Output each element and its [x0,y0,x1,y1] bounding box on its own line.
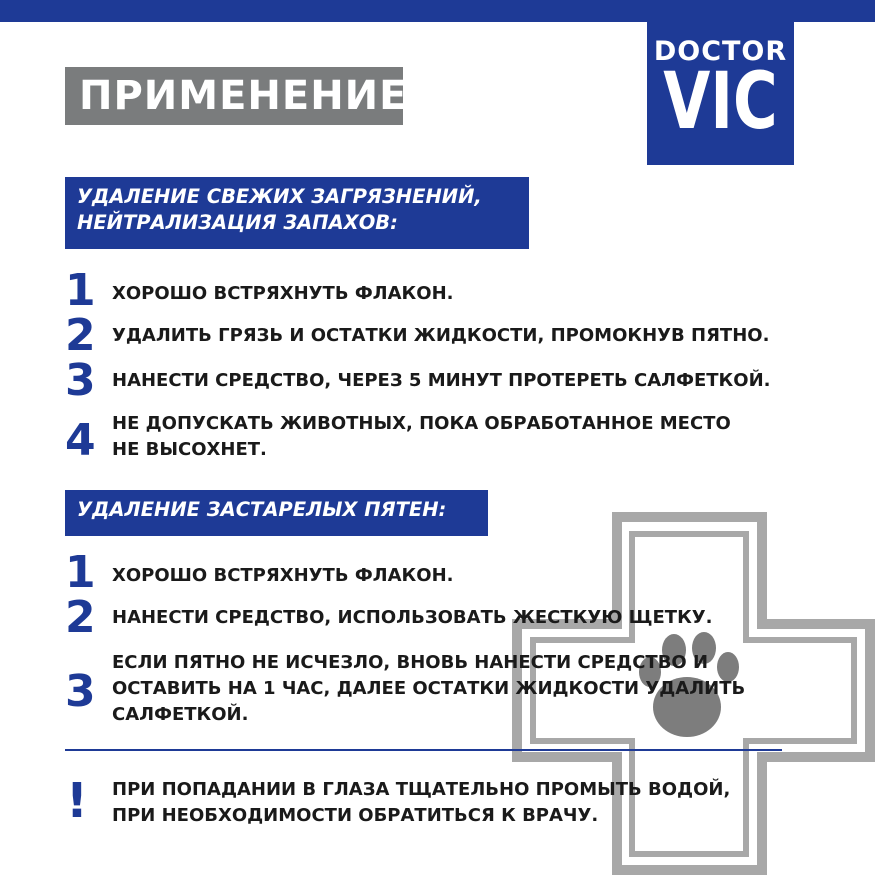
step-text [112,563,812,589]
warning-icon: ! [66,773,88,829]
step-line: УДАЛИТЬ ГРЯЗЬ И ОСТАТКИ ЖИДКОСТИ, ПРОМОКНУВ ПЯТНО. [112,325,770,346]
step-text [112,411,812,463]
step-line: ХОРОШО ВСТРЯХНУТЬ ФЛАКОН. [112,565,454,586]
brand-logo [647,22,794,165]
step-line: САЛФЕТКОЙ. [112,704,249,725]
warning-line: ПРИ ПОПАДАНИИ В ГЛАЗА ТЩАТЕЛЬНО ПРОМЫТЬ ВОДОЙ, [112,779,731,800]
section-header-line: УДАЛЕНИЕ СВЕЖИХ ЗАГРЯЗНЕНИЙ, [77,185,482,208]
step-text [112,323,812,349]
step-line: НАНЕСТИ СРЕДСТВО, ЧЕРЕЗ 5 МИНУТ ПРОТЕРЕТЬ САЛФЕТКОЙ. [112,370,771,391]
step-line: ОСТАВИТЬ НА 1 ЧАС, ДАЛЕЕ ОСТАТКИ ЖИДКОСТИ УДАЛИТЬ [112,678,746,699]
section-header-old-stains [65,490,488,536]
step-text [112,650,812,728]
step-line: ХОРОШО ВСТРЯХНУТЬ ФЛАКОН. [112,283,454,304]
step-number: 2 [65,310,96,361]
warning-text [112,777,812,829]
step-line: НАНЕСТИ СРЕДСТВО, ИСПОЛЬЗОВАТЬ ЖЕСТКУЮ ЩЕТКУ. [112,607,713,628]
step-text [112,368,812,394]
warning-line: ПРИ НЕОБХОДИМОСТИ ОБРАТИТЬСЯ К ВРАЧУ. [112,805,599,826]
step-text [112,605,812,631]
step-number: 1 [65,265,96,316]
section-header-line: НЕЙТРАЛИЗАЦИЯ ЗАПАХОВ: [77,211,398,234]
step-number: 2 [65,592,96,643]
divider [65,749,782,751]
section-header-line: УДАЛЕНИЕ ЗАСТАРЕЛЫХ ПЯТЕН: [77,498,447,521]
step-number: 4 [65,415,96,466]
page-title: ПРИМЕНЕНИЕ: [65,67,403,125]
step-line: ЕСЛИ ПЯТНО НЕ ИСЧЕЗЛО, ВНОВЬ НАНЕСТИ СРЕДСТВО И [112,652,709,673]
step-line: НЕ ДОПУСКАТЬ ЖИВОТНЫХ, ПОКА ОБРАБОТАННОЕ МЕСТО [112,413,731,434]
step-line: НЕ ВЫСОХНЕТ. [112,439,267,460]
section-header-fresh-stains [65,177,529,249]
top-bar [0,0,875,22]
brand-line2: VIC [663,57,778,147]
step-text [112,281,812,307]
step-number: 3 [65,666,96,717]
step-number: 1 [65,547,96,598]
brand-line1: DOCTOR [653,36,788,67]
step-number: 3 [65,355,96,406]
